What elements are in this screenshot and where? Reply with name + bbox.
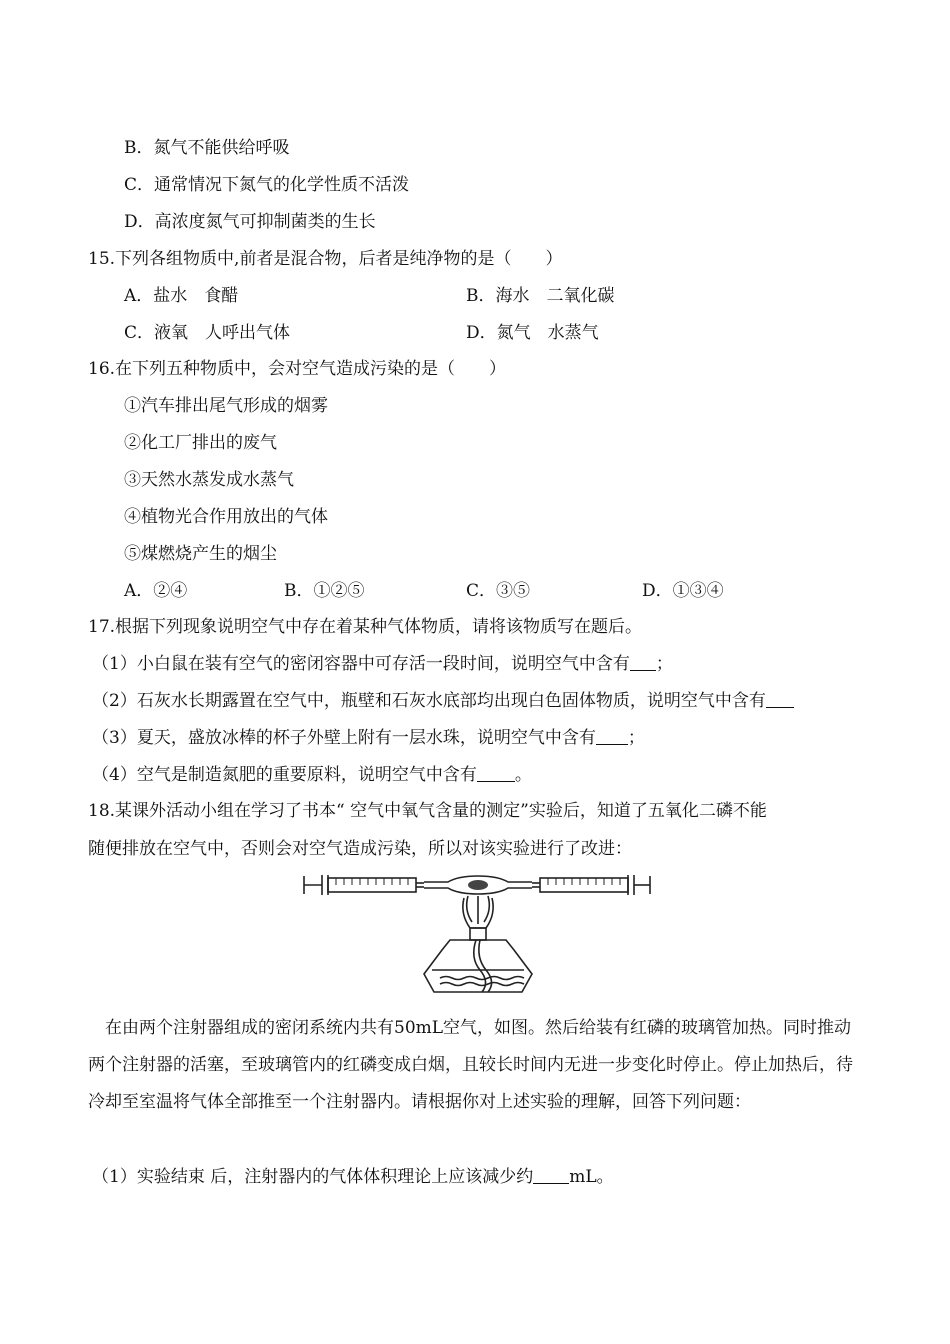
q17-part-2-text: （2）石灰水长期露置在空气中，瓶壁和石灰水底部均出现白色固体物质，说明空气中含有 bbox=[92, 691, 766, 711]
q14-option-d: D．高浓度氮气可抑制菌类的生长 bbox=[124, 212, 376, 232]
q17-part-1 bbox=[92, 653, 673, 675]
q14-option-b: B．氮气不能供给呼吸 bbox=[124, 138, 290, 158]
q15-option-b: B．海水 二氧化碳 bbox=[466, 286, 615, 306]
q18-description: 在由两个注射器组成的密闭系统内共有50mL空气，如图。然后给装有红磷的玻璃管加热。同时推动两个注射器的活塞，至玻璃管内的红磷变成白烟，且较长时间内无进一步变化时停止。停止加热后，待冷却至室温将气体全部推至一个注射器内。请根据你对上述实验的理解，回答下列问题： bbox=[88, 1018, 853, 1112]
q16-option-c: C．③⑤ bbox=[466, 581, 531, 601]
q16-option-d: D．①③④ bbox=[642, 581, 724, 601]
q15-option-d: D．氮气 水蒸气 bbox=[466, 323, 599, 343]
q16-stem: 16.在下列五种物质中，会对空气造成污染的是（ ） bbox=[88, 359, 507, 379]
q17-part-4-text: （4）空气是制造氮肥的重要原料，说明空气中含有 bbox=[92, 765, 477, 785]
syringe-apparatus-figure bbox=[300, 866, 656, 996]
answer-blank[interactable] bbox=[766, 691, 794, 708]
q17-part-1-text: （1）小白鼠在装有空气的密闭容器中可存活一段时间，说明空气中含有 bbox=[92, 654, 630, 674]
q17-part-3 bbox=[92, 727, 645, 749]
q16-item: ⑤煤燃烧产生的烟尘 bbox=[124, 544, 277, 564]
q18-part-1-end: mL。 bbox=[569, 1167, 614, 1187]
q17-part-2 bbox=[92, 690, 794, 712]
answer-blank[interactable] bbox=[596, 728, 628, 745]
q16-option-a: A．②④ bbox=[124, 581, 188, 601]
q15-stem: 15.下列各组物质中,前者是混合物，后者是纯净物的是（ ） bbox=[88, 249, 563, 269]
q18-stem-line-1: 18.某课外活动小组在学习了书本“ 空气中氧气含量的测定”实验后，知道了五氧化二磷不能 bbox=[88, 801, 767, 821]
q17-part-3-end: ； bbox=[627, 728, 645, 748]
answer-blank[interactable] bbox=[630, 654, 656, 671]
q17-part-4 bbox=[92, 764, 532, 786]
q17-part-1-end: ； bbox=[655, 654, 673, 674]
q17-part-3-text: （3）夏天，盛放冰棒的杯子外壁上附有一层水珠，说明空气中含有 bbox=[92, 728, 596, 748]
q16-item: ①汽车排出尾气形成的烟雾 bbox=[124, 396, 328, 416]
q17-part-4-end: 。 bbox=[514, 765, 532, 785]
q18-stem-line-2: 随便排放在空气中，否则会对空气造成污染，所以对该实验进行了改进： bbox=[88, 839, 632, 859]
q18-part-1 bbox=[92, 1166, 614, 1188]
q16-item: ②化工厂排出的废气 bbox=[124, 433, 277, 453]
q15-option-a: A．盐水 食醋 bbox=[124, 286, 239, 306]
q16-option-b: B．①②⑤ bbox=[284, 581, 365, 601]
q14-option-c: C．通常情况下氮气的化学性质不活泼 bbox=[124, 175, 410, 195]
q17-stem: 17.根据下列现象说明空气中存在着某种气体物质，请将该物质写在题后。 bbox=[88, 617, 643, 637]
answer-blank[interactable] bbox=[477, 765, 515, 782]
q18-part-1-text: （1）实验结束 后，注射器内的气体体积理论上应该减少约 bbox=[92, 1167, 534, 1187]
answer-blank[interactable] bbox=[533, 1167, 569, 1184]
q15-option-c: C．液氧 人呼出气体 bbox=[124, 323, 291, 343]
q16-item: ④植物光合作用放出的气体 bbox=[124, 507, 328, 527]
q16-item: ③天然水蒸发成水蒸气 bbox=[124, 470, 294, 490]
